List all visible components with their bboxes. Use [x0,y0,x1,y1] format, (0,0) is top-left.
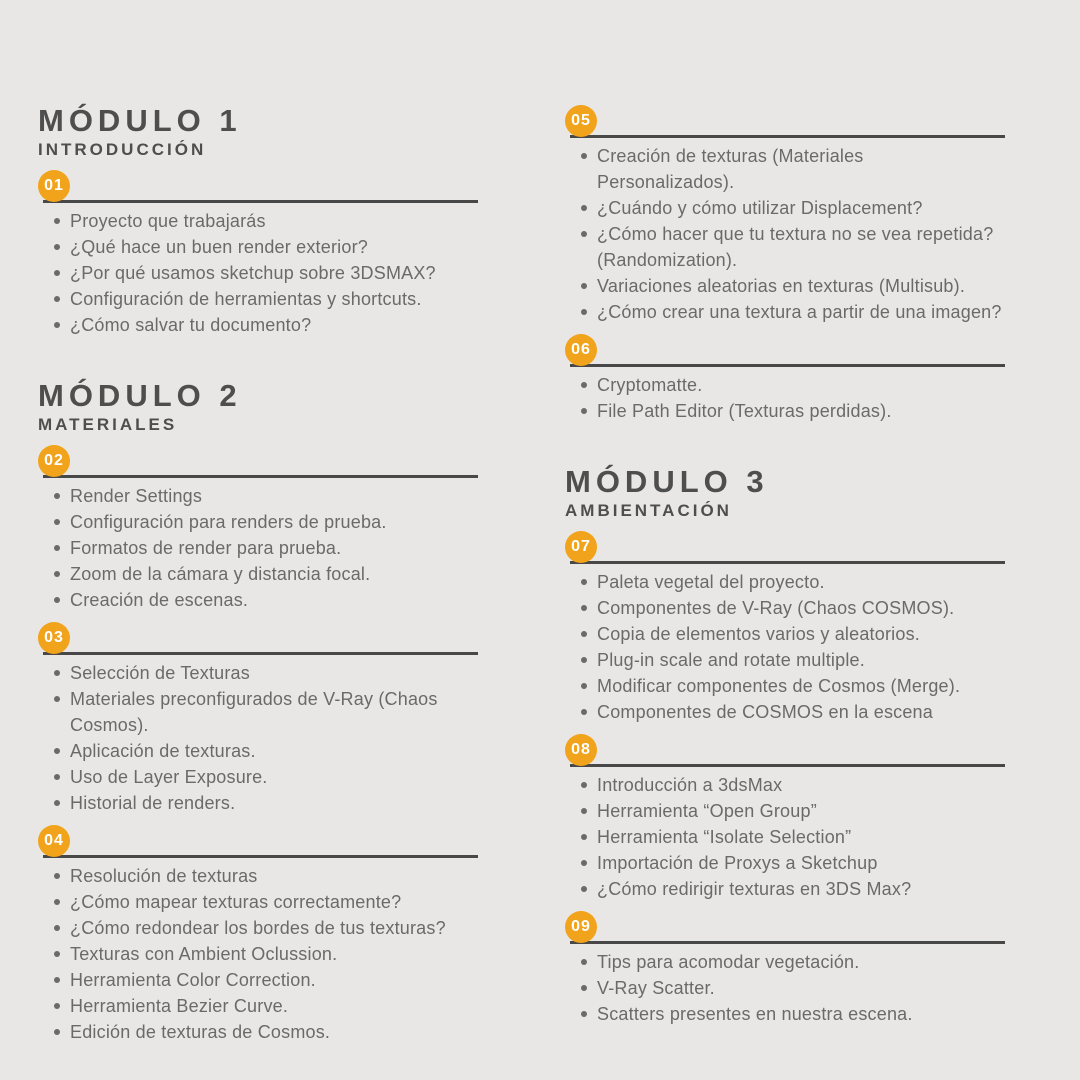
section-divider-line [570,561,1005,564]
section-divider-line [570,135,1005,138]
topic-item: Render Settings [70,483,478,509]
module-header [38,105,478,158]
topic-item: Herramienta “Isolate Selection” [597,824,1005,850]
section-number-badge: 07 [565,531,597,563]
section-04 [38,825,478,1045]
topic-item: Uso de Layer Exposure. [70,764,478,790]
section-rule [565,334,1005,368]
section-07 [565,531,1005,725]
topic-item: Historial de renders. [70,790,478,816]
topic-item: ¿Qué hace un buen render exterior? [70,234,478,260]
topic-item: Cryptomatte. [597,372,1005,398]
topic-list [38,660,478,816]
topic-item: Proyecto que trabajarás [70,208,478,234]
section-divider-line [43,652,478,655]
section-03 [38,622,478,816]
topic-item: Variaciones aleatorias en texturas (Multisub). [597,273,1005,299]
topic-list [38,863,478,1045]
section-rule [38,622,478,656]
topic-item: Componentes de V-Ray (Chaos COSMOS). [597,595,1005,621]
topic-item: Importación de Proxys a Sketchup [597,850,1005,876]
topic-item: Creación de texturas (Materiales Personalizados). [597,143,1005,195]
module-subtitle: MATERIALES [38,415,178,434]
topic-item: ¿Cómo salvar tu documento? [70,312,478,338]
section-divider-line [570,364,1005,367]
topic-item: Plug-in scale and rotate multiple. [597,647,1005,673]
topic-item: Zoom de la cámara y distancia focal. [70,561,478,587]
topic-list [565,949,1005,1027]
section-divider-line [43,475,478,478]
topic-item: ¿Cómo crear una textura a partir de una imagen? [597,299,1005,325]
topic-item: Herramienta Bezier Curve. [70,993,478,1019]
topic-item: Aplicación de texturas. [70,738,478,764]
topic-item: ¿Por qué usamos sketchup sobre 3DSMAX? [70,260,478,286]
topic-list [565,569,1005,725]
section-rule [565,531,1005,565]
topic-item: ¿Cómo hacer que tu textura no se vea repetida? (Randomization). [597,221,1005,273]
topic-item: Introducción a 3dsMax [597,772,1005,798]
section-rule [565,105,1005,139]
section-rule [565,911,1005,945]
topic-item: Herramienta Color Correction. [70,967,478,993]
section-01 [38,170,478,338]
topic-item: Creación de escenas. [70,587,478,613]
module-subtitle: AMBIENTACIÓN [565,501,732,520]
section-divider-line [43,855,478,858]
section-divider-line [43,200,478,203]
topic-list [565,772,1005,902]
columns-wrapper [38,105,1005,1045]
topic-list [565,372,1005,424]
section-number-badge: 02 [38,445,70,477]
topic-list [38,483,478,613]
topic-item: Modificar componentes de Cosmos (Merge). [597,673,1005,699]
module-title: MÓDULO 3 [565,464,769,499]
module-header [38,380,478,433]
module-header [565,466,1005,519]
topic-item: ¿Cómo mapear texturas correctamente? [70,889,478,915]
topic-item: Texturas con Ambient Oclussion. [70,941,478,967]
section-number-badge: 05 [565,105,597,137]
topic-item: ¿Cuándo y cómo utilizar Displacement? [597,195,1005,221]
topic-item: Scatters presentes en nuestra escena. [597,1001,1005,1027]
topic-item: Tips para acomodar vegetación. [597,949,1005,975]
topic-item: V-Ray Scatter. [597,975,1005,1001]
section-number-badge: 04 [38,825,70,857]
topic-list [38,208,478,338]
topic-item: File Path Editor (Texturas perdidas). [597,398,1005,424]
section-05 [565,105,1005,325]
section-08 [565,734,1005,902]
section-number-badge: 08 [565,734,597,766]
topic-item: Selección de Texturas [70,660,478,686]
topic-list [565,143,1005,325]
section-rule [565,734,1005,768]
topic-item: ¿Cómo redondear los bordes de tus texturas? [70,915,478,941]
section-02 [38,445,478,613]
section-number-badge: 01 [38,170,70,202]
section-rule [38,445,478,479]
topic-item: Paleta vegetal del proyecto. [597,569,1005,595]
topic-item: Componentes de COSMOS en la escena [597,699,1005,725]
topic-item: Materiales preconfigurados de V-Ray (Chaos Cosmos). [70,686,478,738]
section-number-badge: 06 [565,334,597,366]
left-column [38,105,478,1045]
section-number-badge: 09 [565,911,597,943]
topic-item: Configuración de herramientas y shortcuts. [70,286,478,312]
section-divider-line [570,941,1005,944]
module-title: MÓDULO 2 [38,378,242,413]
topic-item: Copia de elementos varios y aleatorios. [597,621,1005,647]
section-divider-line [570,764,1005,767]
topic-item: ¿Cómo redirigir texturas en 3DS Max? [597,876,1005,902]
topic-item: Resolución de texturas [70,863,478,889]
section-09 [565,911,1005,1027]
topic-item: Herramienta “Open Group” [597,798,1005,824]
module-subtitle: INTRODUCCIÓN [38,140,207,159]
section-rule [38,170,478,204]
right-column [565,105,1005,1045]
topic-item: Formatos de render para prueba. [70,535,478,561]
topic-item: Edición de texturas de Cosmos. [70,1019,478,1045]
section-number-badge: 03 [38,622,70,654]
module-title: MÓDULO 1 [38,103,242,138]
topic-item: Configuración para renders de prueba. [70,509,478,535]
section-06 [565,334,1005,424]
section-rule [38,825,478,859]
